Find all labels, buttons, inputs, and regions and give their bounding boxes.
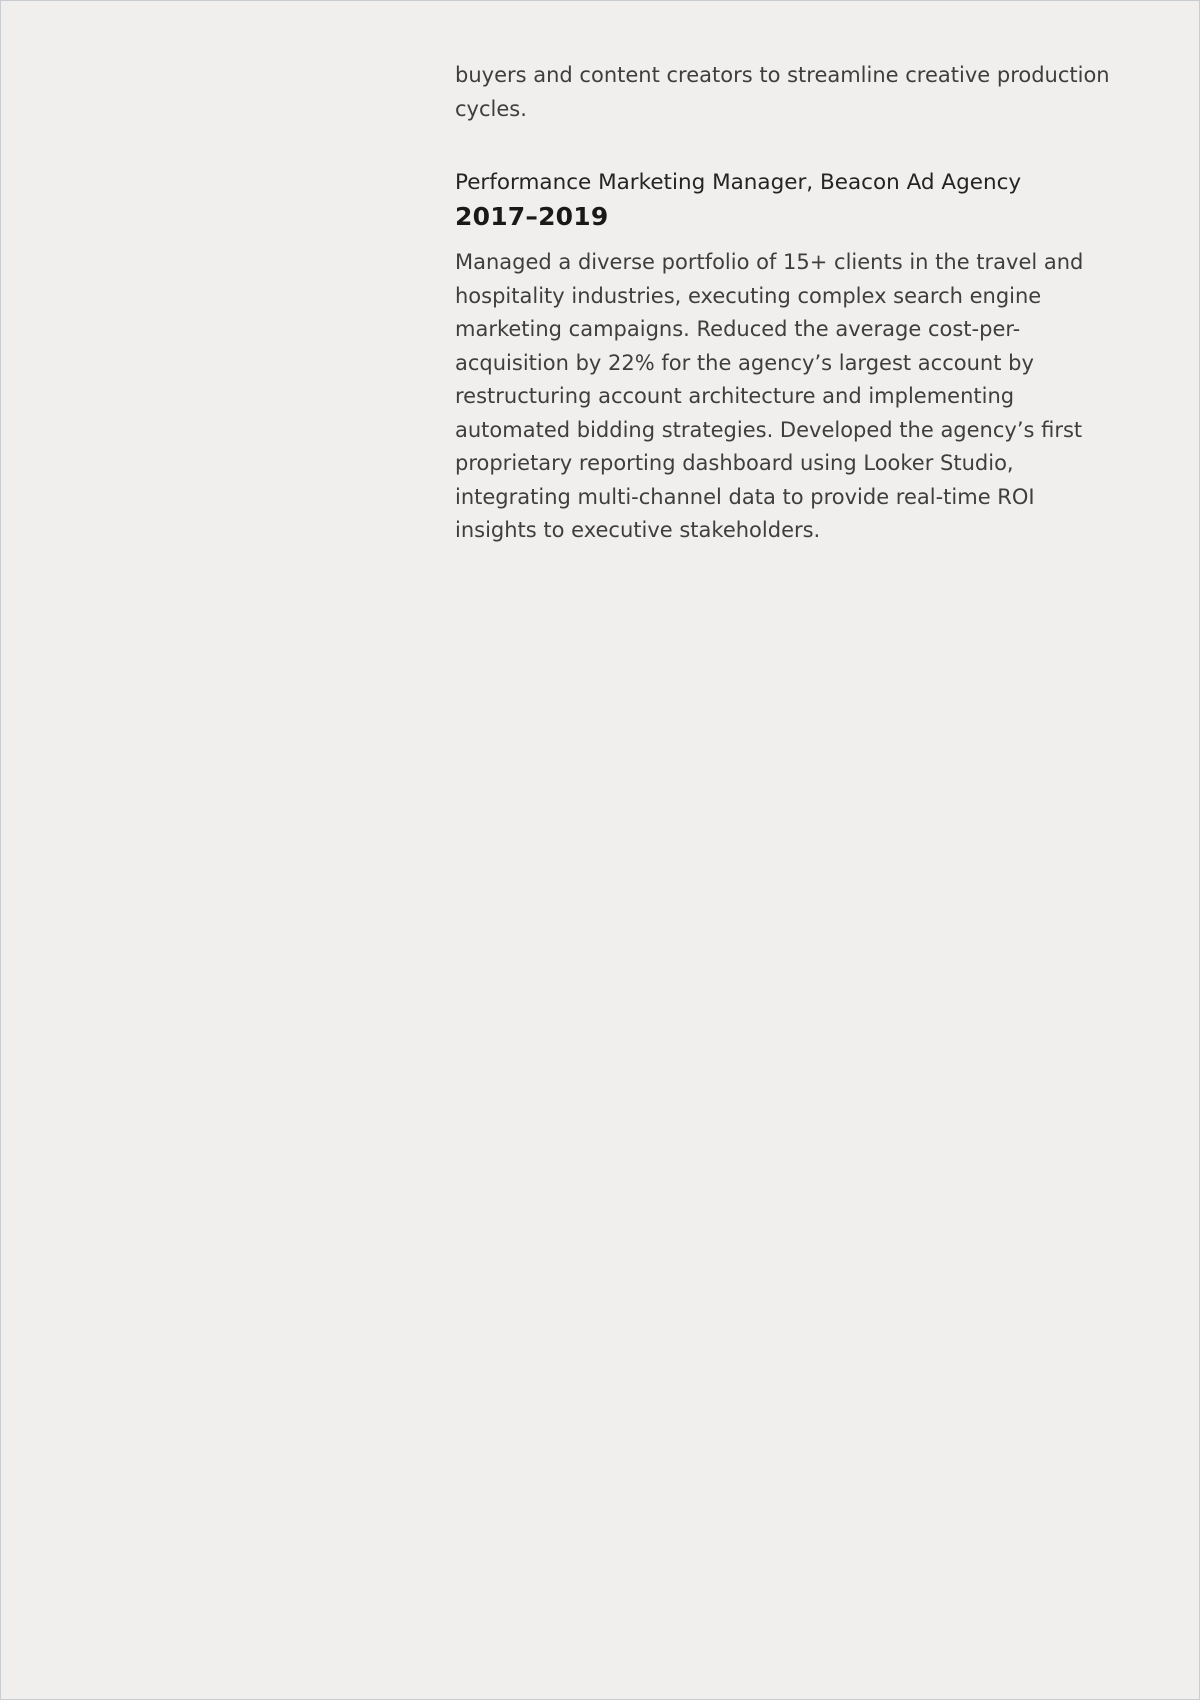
- job-description: Managed a diverse portfolio of 15+ clients in the travel and hospitality industries, executing complex search engine marketing campaigns. Reduced the average cost-per-acquisition by 22% for the agency’s largest account by restructuring account architecture and implementing automated bidding strategies. Developed the agency’s first proprietary reporting dashboard using Looker Studio, integrating multi-channel data to provide real-time ROI insights to executive stakeholders.: [455, 250, 1084, 542]
- previous-entry-description-continued: buyers and content creators to streamline creative production cycles.: [455, 63, 1110, 121]
- experience-section: [455, 59, 1121, 548]
- experience-entry: [455, 166, 1121, 548]
- job-title: Performance Marketing Manager, Beacon Ad Agency: [455, 170, 1022, 195]
- job-dates: 2017–2019: [455, 202, 609, 231]
